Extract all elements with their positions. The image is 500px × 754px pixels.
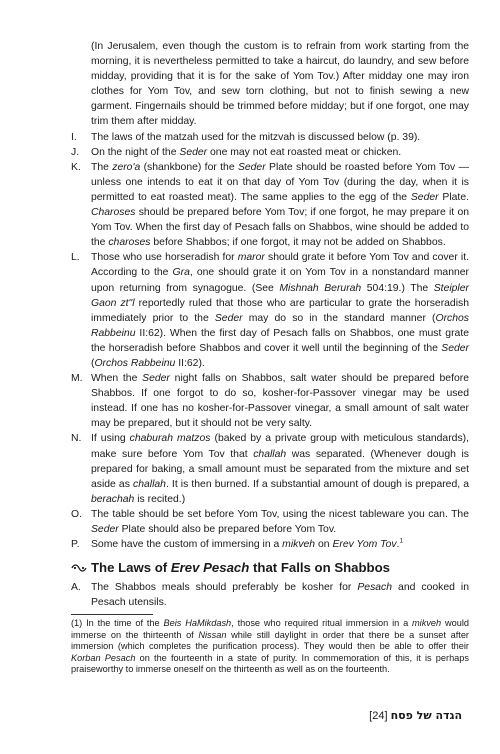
list-items [71,130,469,553]
list-item-text: The Shabbos meals should preferably be kosher for Pesach and cooked in Pesach utensils. [91,582,469,609]
list-item [71,250,469,371]
page-body [71,39,469,675]
list-item-text: When the Seder night falls on Shabbos, salt water should be prepared before Shabbos. If one forgot to do so, kosher-for-Passover vinegar may be used instead. If one has no kosher-for-Passover vinegar, a small amount of salt water may be prepared, but it should not be very salty. [91,373,469,430]
list-item-text: The zero'a (shankbone) for the Seder Plate should be roasted before Yom Tov — unless one intends to eat it on that day of Yom Tov (during the day, when it is permitted to eat roasted meat). The same applies to the egg of the Seder Plate. Charoses should be prepared before Yom Tov; if one forgot, he may prepare it on Yom Tov. When the first day of Pesach falls on Shabbos, wine should be added to the charoses before Shabbos; if one forgot, it may not be added on Shabbos. [91,161,469,249]
list-items-2 [71,580,469,610]
list-item-text: On the night of the Seder one may not eat roasted meat or chicken. [91,146,402,158]
list-item [71,537,469,552]
list-item [71,145,469,160]
section-heading-text: The Laws of Erev Pesach that Falls on Shabbos [91,560,391,576]
intro-paragraph: (In Jerusalem, even though the custom is to refrain from work starting from the morning, it is nevertheless permitted to take a haircut, do laundry, and sew before midday, providing that it is for the sake of Yom Tov.) After midday one may iron clothes for Yom Tov, and sew torn clothing, but not to finish sewing a new garment. Fingernails should be trimmed before midday; but if one forgot, one may trim them after midday. [91,41,469,128]
list-item [71,507,469,537]
footnote: (1) In the time of the Beis HaMikdash, those who required ritual immersion in a mikveh would immerse on the thirteenth of Nissan while still daylight in order that there be a sunset after immersion (which completes the purification process). They would then be able to offer their Korban Pesach on the fourteenth in a state of purity. In commemoration of this, it is perhaps praiseworthy to immerse oneself on the thirteenth as well as on the fourteenth. [71,618,469,674]
section-heading [71,559,469,577]
list-item-label: K. [71,161,81,173]
page-footer [369,709,468,723]
list-item [71,130,469,145]
list-item [71,371,469,431]
list-item [71,580,469,610]
list-item-label: I. [71,131,77,143]
list-item-label: M. [71,373,83,385]
running-title: הגדה של פסח [390,709,462,722]
list-item-label: P. [71,539,80,551]
ornament-icon [71,563,87,573]
list-item [71,160,469,251]
list-item-label: J. [71,146,80,158]
list-item-text: The table should be set before Yom Tov, using the nicest tableware you can. The Seder Plate should also be prepared before Yom Tov. [91,508,469,535]
footnote-rule [71,614,153,615]
list-item-text: Some have the custom of immersing in a mikveh on Erev Yom Tov.$^1$ [91,537,404,551]
list-item-text: The laws of the matzah used for the mitzvah is discussed below (p. 39). [91,131,421,143]
list-item-label: O. [71,508,82,520]
list-item-text: Those who use horseradish for maror should grate it before Yom Tov and cover it. According to the Gra, one should grate it on Yom Tov in a nonstandard manner upon returning from synagogue. (See Mishnah Berurah 504:19.) The Steipler Gaon zt"l reportedly ruled that those who are particular to grate the horseradish immediately prior to the Seder may do so in the standard manner (Orchos Rabbeinu II:62). When the first day of Pesach falls on Shabbos, one must grate the horseradish before Shabbos and cover it well until the beginning of the Seder (Orchos Rabbeinu II:62). [91,252,469,369]
list-item-text: If using chaburah matzos (baked by a private group with meticulous standards), make sure before Yom Tov that challah was separated. (Whenever dough is prepared for baking, a small amount must be separated from the mixture and set aside as challah. It is then burned. If a substantial amount of dough is prepared, a berachah is recited.) [91,433,469,505]
list-item-label: A. [71,582,81,594]
list-item [71,431,469,506]
list-item-label: N. [71,433,82,445]
page-number: [24] [369,710,388,722]
list-item-label: L. [71,252,80,264]
